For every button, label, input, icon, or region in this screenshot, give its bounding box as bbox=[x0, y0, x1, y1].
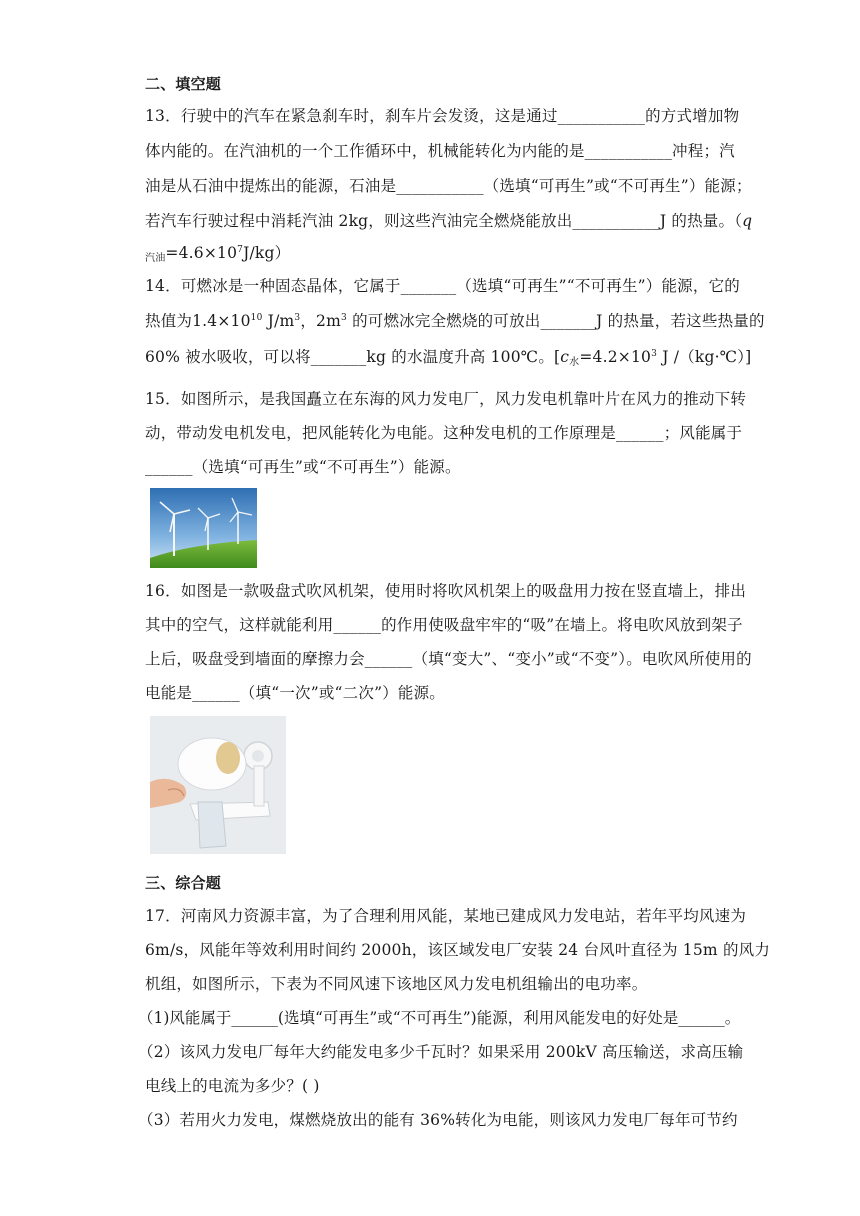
q13-heat-value: =4.6×10 bbox=[165, 244, 238, 262]
q13-gasoline-subscript: 汽油 bbox=[145, 253, 166, 264]
q16-line-2: 其中的空气，这样就能利用______的作用使吸盘牢牢的“吸”在墙上。将电吹风放到架子 bbox=[145, 616, 743, 634]
q16-line-3: 上后，吸盘受到墙面的摩擦力会______（填“变大”、“变小”或“不变”）。电吹风所使用的 bbox=[145, 650, 752, 668]
q13-line-1: 13．行驶中的汽车在紧急刹车时，刹车片会发烫，这是通过___________的方式增加物 bbox=[145, 107, 740, 125]
q14-specific-heat: =4.2×10 bbox=[579, 348, 652, 366]
q14-heat-value: 热值为1.4×10 bbox=[145, 312, 251, 330]
q14-line-2 bbox=[145, 311, 765, 331]
q17-line-2: 6m/s，风能年等效利用时间约 2000h，该区域发电厂安装 24 台风叶直径为 15m 的风力 bbox=[145, 941, 771, 959]
q17-part-1: （1)风能属于______(选填“可再生”或“不可再生”)能源，利用风能发电的好处是______。 bbox=[138, 1009, 741, 1027]
q17-line-1: 17．河南风力资源丰富，为了合理利用风能，某地已建成风力发电站，若年平均风速为 bbox=[145, 907, 747, 925]
q14-unit-exponent: 3 bbox=[294, 313, 301, 323]
q13-line-4-text: 若汽车行驶过程中消耗汽油 2kg，则这些汽油完全燃烧能放出___________J 的热量。（ bbox=[145, 212, 743, 230]
section-heading-fill-blank: 二、填空题 bbox=[145, 75, 222, 93]
q13-line-5 bbox=[145, 243, 725, 263]
q17-line-3: 机组，如图所示，下表为不同风速下该地区风力发电机组输出的电功率。 bbox=[145, 975, 648, 993]
q15-line-2: 动，带动发电机发电，把风能转化为电能。这种发电机的工作原理是______；风能属于 bbox=[145, 424, 743, 442]
q15-line-1: 15．如图所示，是我国矗立在东海的风力发电厂，风力发电机靠叶片在风力的推动下转 bbox=[145, 390, 747, 408]
q14-specific-heat-unit: J /（kg·℃）] bbox=[657, 348, 752, 366]
q14-c-symbol: c bbox=[560, 348, 570, 366]
q16-line-1: 16．如图是一款吸盘式吹风机架，使用时将吹风机架上的吸盘用力按在竖直墙上，排出 bbox=[145, 582, 747, 600]
q15-line-3: ______（选填“可再生”或“不可再生”）能源。 bbox=[145, 458, 461, 476]
q14-water-subscript: 水 bbox=[569, 357, 580, 368]
hair-dryer-holder-image bbox=[150, 716, 286, 854]
wind-farm-image bbox=[150, 488, 257, 568]
q14-line-3 bbox=[145, 347, 752, 368]
q14-heat-exponent: 10 bbox=[250, 313, 263, 323]
q13-heat-exponent: 7 bbox=[237, 245, 244, 255]
q17-part-2-line-1: （2）该风力发电厂每年大约能发电多少千瓦时？如果采用 200kV 高压输送，求高压输 bbox=[138, 1043, 744, 1061]
q16-line-4: 电能是______（填“一次”或“二次”）能源。 bbox=[145, 684, 445, 702]
q14-line-2-rest: 的可燃冰完全燃烧的可放出_______J 的热量，若这些热量的 bbox=[346, 312, 765, 330]
q14-line-3-text: 60% 被水吸收，可以将_______kg 的水温度升高 100℃。[ bbox=[145, 348, 561, 366]
q17-part-2-line-2: 电线上的电流为多少？( ) bbox=[145, 1077, 320, 1095]
q13-line-4 bbox=[145, 211, 753, 231]
q14-volume-exponent: 3 bbox=[341, 313, 347, 323]
q17-part-3: （3）若用火力发电，煤燃烧放出的能有 36%转化为电能，则该风力发电厂每年可节约 bbox=[138, 1111, 738, 1129]
section-heading-comprehensive: 三、综合题 bbox=[145, 874, 222, 892]
q13-line-2: 体内能的。在汽油机的一个工作循环中，机械能转化为内能的是___________冲程；汽 bbox=[145, 142, 735, 160]
q14-volume: ，2m bbox=[300, 312, 342, 330]
q14-specific-heat-exponent: 3 bbox=[651, 349, 658, 359]
q13-q-symbol: q bbox=[742, 212, 753, 230]
q13-line-3: 油是从石油中提炼出的能源，石油是___________（选填“可再生”或“不可再生”）能源； bbox=[145, 177, 752, 195]
q14-unit: J/m bbox=[262, 312, 295, 330]
q14-line-1: 14．可燃冰是一种固态晶体，它属于_______（选填“可再生”“不可再生”）能源，它的 bbox=[145, 277, 740, 295]
q13-heat-unit: J/kg） bbox=[243, 244, 291, 262]
